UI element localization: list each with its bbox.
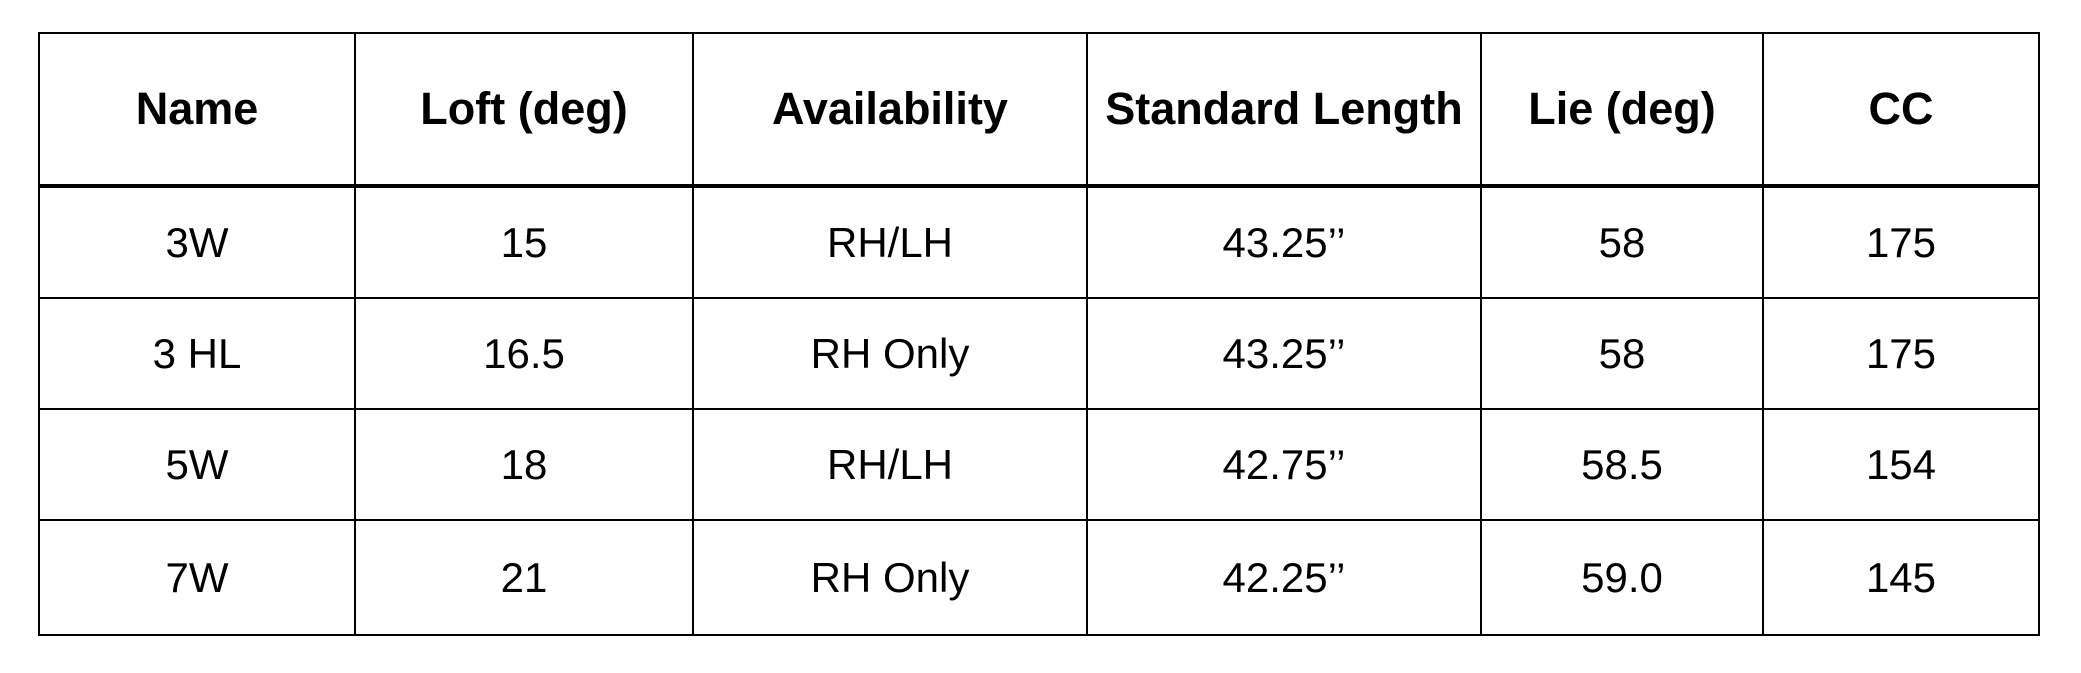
column-header-name: Name: [39, 33, 355, 186]
header-row: [39, 33, 2039, 186]
cell-cc: 145: [1763, 520, 2039, 635]
cell-lie_deg: 58: [1481, 298, 1763, 409]
column-header-cc: CC: [1763, 33, 2039, 186]
cell-standard_length: 43.25’’: [1087, 186, 1481, 298]
cell-lie_deg: 58: [1481, 186, 1763, 298]
column-header-lie_deg: Lie (deg): [1481, 33, 1763, 186]
cell-cc: 175: [1763, 298, 2039, 409]
column-header-loft_deg: Loft (deg): [355, 33, 693, 186]
cell-loft_deg: 21: [355, 520, 693, 635]
cell-name: 3W: [39, 186, 355, 298]
cell-lie_deg: 58.5: [1481, 409, 1763, 520]
cell-standard_length: 42.75’’: [1087, 409, 1481, 520]
column-header-standard_length: Standard Length: [1087, 33, 1481, 186]
cell-standard_length: 43.25’’: [1087, 298, 1481, 409]
cell-cc: 154: [1763, 409, 2039, 520]
cell-availability: RH/LH: [693, 186, 1087, 298]
cell-loft_deg: 15: [355, 186, 693, 298]
table-row: [39, 409, 2039, 520]
cell-loft_deg: 16.5: [355, 298, 693, 409]
table-row: [39, 520, 2039, 635]
cell-availability: RH Only: [693, 520, 1087, 635]
cell-loft_deg: 18: [355, 409, 693, 520]
cell-lie_deg: 59.0: [1481, 520, 1763, 635]
cell-name: 7W: [39, 520, 355, 635]
cell-availability: RH/LH: [693, 409, 1087, 520]
cell-availability: RH Only: [693, 298, 1087, 409]
cell-cc: 175: [1763, 186, 2039, 298]
spec-table: [38, 32, 2040, 636]
cell-name: 3 HL: [39, 298, 355, 409]
column-header-availability: Availability: [693, 33, 1087, 186]
cell-name: 5W: [39, 409, 355, 520]
cell-standard_length: 42.25’’: [1087, 520, 1481, 635]
table-row: [39, 186, 2039, 298]
table-row: [39, 298, 2039, 409]
table-body: [39, 186, 2039, 635]
